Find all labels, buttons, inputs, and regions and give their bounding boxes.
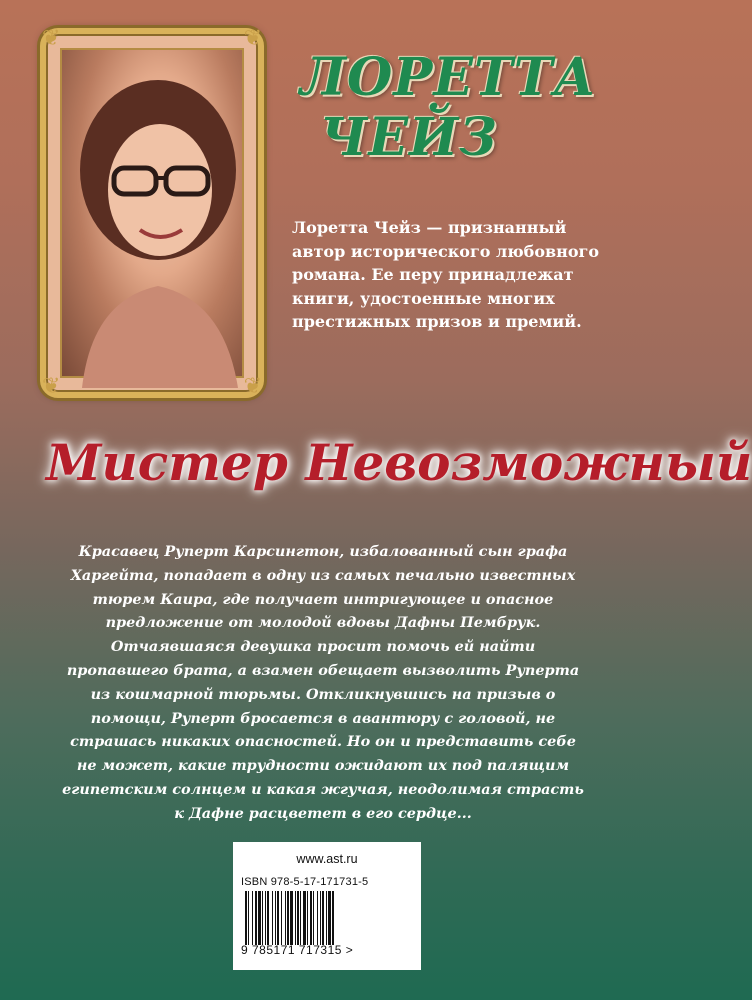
author-bio: Лоретта Чейз — признанный автор исторического любовного романа. Ее перу принадлежат книги, удостоенные многих престижных призов и премий. xyxy=(292,218,599,331)
author-name-line-1: ЛОРЕТТА xyxy=(300,47,597,108)
book-title: Мистер Невозможный xyxy=(46,433,752,492)
barcode-bar xyxy=(248,891,249,945)
barcode-bar xyxy=(307,891,308,945)
barcode-bars xyxy=(241,891,413,945)
barcode-bar xyxy=(295,891,296,945)
barcode-bar xyxy=(322,891,324,945)
barcode-bar xyxy=(252,891,253,945)
frame-ornament-top-left: ❦ xyxy=(42,26,61,51)
barcode-bar xyxy=(300,891,301,945)
book-description: Красавец Руперт Карсингтон, избалованный сын графа Харгейта, попадает в одну из самых печально известных тюрем Каира, где получает интригующее и опасное предложение от молодой вдовы Дафны Пембрук. Отчаявшаяся девушка просит помочь ей найти пропавшего брата, а взамен обещает вызволить Руперта из кошмарной тюрьмы. Откликнувшись на призыв о помощи, Руперт бросается в авантюру с головой, не страшась никаких опасностей. Но он и представить себе не может, какие трудности ожидают их под палящим египетским солнцем и какая жгучая, неодолимая страсть к Дафне расцветет в его сердце... xyxy=(62,543,584,822)
barcode-bar xyxy=(277,891,279,945)
barcode-bar xyxy=(326,891,327,945)
barcode-bar xyxy=(272,891,273,945)
barcode-panel xyxy=(233,842,421,970)
frame-ornament-bottom-left: ❦ xyxy=(42,374,61,399)
author-photo xyxy=(60,48,244,378)
isbn-number: ISBN 978-5-17-171731-5 xyxy=(241,876,369,888)
barcode-bar xyxy=(255,891,257,945)
author-name xyxy=(300,48,620,168)
author-name-line-2: ЧЕЙЗ xyxy=(320,107,498,168)
barcode-bar xyxy=(265,891,266,945)
barcode-bar xyxy=(303,891,306,945)
barcode-bar xyxy=(290,891,293,945)
publisher-website: www.ast.ru xyxy=(296,852,358,866)
author-portrait-frame xyxy=(40,28,264,398)
barcode-digits: 9 785171 717315 > xyxy=(241,943,354,957)
barcode-bar xyxy=(245,891,247,945)
barcode-bar xyxy=(275,891,276,945)
barcode-bar xyxy=(287,891,289,945)
barcode-bar xyxy=(297,891,299,945)
barcode-bar xyxy=(320,891,321,945)
barcode-bar xyxy=(262,891,263,945)
barcode-bar xyxy=(258,891,261,945)
author-portrait-illustration xyxy=(62,50,254,388)
barcode-bar xyxy=(310,891,312,945)
barcode-bar xyxy=(285,891,286,945)
barcode-bar xyxy=(332,891,334,945)
barcode-bar xyxy=(267,891,269,945)
frame-ornament-bottom-right: ❦ xyxy=(243,374,262,399)
frame-ornament-top-right: ❦ xyxy=(243,26,262,51)
barcode-bar xyxy=(317,891,318,945)
barcode-bar xyxy=(313,891,314,945)
barcode-bar xyxy=(281,891,282,945)
barcode-bar xyxy=(328,891,331,945)
